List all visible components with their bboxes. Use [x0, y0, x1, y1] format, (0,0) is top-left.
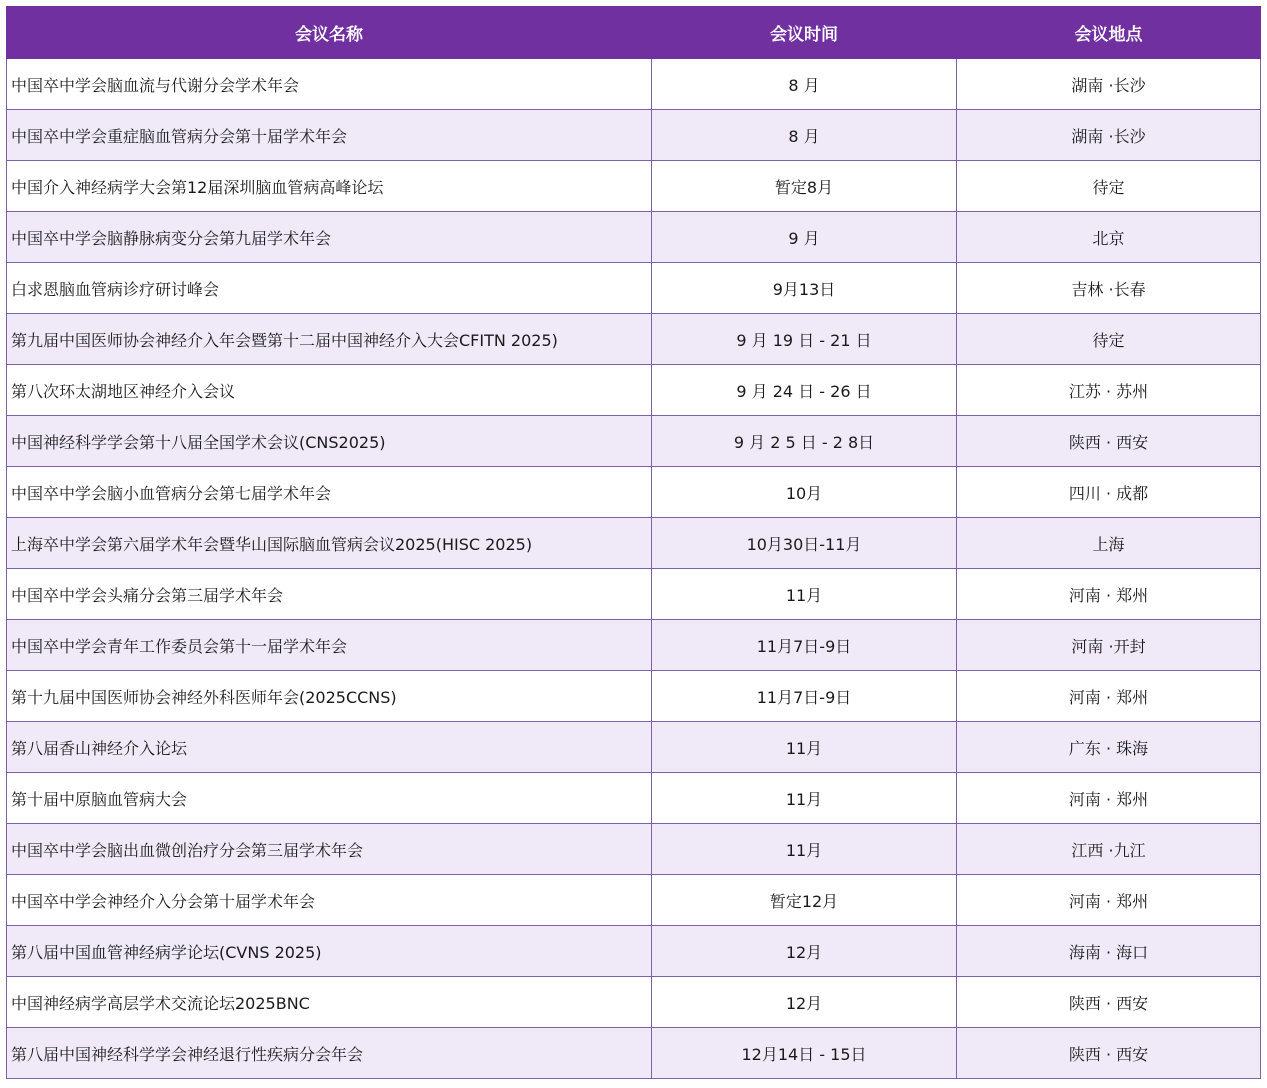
table-row: [7, 824, 1261, 875]
cell-conference-location: 江苏 · 苏州: [957, 365, 1261, 416]
cell-conference-time: 11月: [652, 569, 957, 620]
cell-conference-time: 9 月 19 日 - 21 日: [652, 314, 957, 365]
cell-conference-name: 白求恩脑血管病诊疗研讨峰会: [7, 263, 652, 314]
table-row: [7, 977, 1261, 1028]
table-row: [7, 365, 1261, 416]
cell-conference-name: 中国神经病学高层学术交流论坛2025BNC: [7, 977, 652, 1028]
cell-conference-time: 11月: [652, 773, 957, 824]
cell-conference-location: 江西 ·九江: [957, 824, 1261, 875]
cell-conference-name: 中国卒中学会脑静脉病变分会第九届学术年会: [7, 212, 652, 263]
table-row: [7, 263, 1261, 314]
cell-conference-time: 8 月: [652, 110, 957, 161]
cell-conference-name: 第八届中国血管神经病学论坛(CVNS 2025): [7, 926, 652, 977]
table-row: [7, 620, 1261, 671]
cell-conference-time: 10月30日-11月: [652, 518, 957, 569]
cell-conference-name: 中国卒中学会重症脑血管病分会第十届学术年会: [7, 110, 652, 161]
cell-conference-name: 第八届香山神经介入论坛: [7, 722, 652, 773]
cell-conference-name: 中国神经科学学会第十八届全国学术会议(CNS2025): [7, 416, 652, 467]
header-conference-name: 会议名称: [7, 7, 652, 59]
table-row: [7, 212, 1261, 263]
table-row: [7, 671, 1261, 722]
cell-conference-name: 中国介入神经病学大会第12届深圳脑血管病高峰论坛: [7, 161, 652, 212]
cell-conference-name: 中国卒中学会青年工作委员会第十一届学术年会: [7, 620, 652, 671]
cell-conference-name: 第十九届中国医师协会神经外科医师年会(2025CCNS): [7, 671, 652, 722]
table-row: [7, 518, 1261, 569]
cell-conference-time: 11月: [652, 722, 957, 773]
cell-conference-name: 中国卒中学会神经介入分会第十届学术年会: [7, 875, 652, 926]
cell-conference-location: 北京: [957, 212, 1261, 263]
cell-conference-name: 中国卒中学会头痛分会第三届学术年会: [7, 569, 652, 620]
conference-table: [6, 6, 1261, 1079]
cell-conference-time: 暂定12月: [652, 875, 957, 926]
table-row: [7, 59, 1261, 110]
table-row: [7, 467, 1261, 518]
table-row: [7, 1028, 1261, 1079]
cell-conference-name: 中国卒中学会脑小血管病分会第七届学术年会: [7, 467, 652, 518]
cell-conference-name: 第八届中国神经科学学会神经退行性疾病分会年会: [7, 1028, 652, 1079]
cell-conference-name: 上海卒中学会第六届学术年会暨华山国际脑血管病会议2025(HISC 2025): [7, 518, 652, 569]
cell-conference-location: 吉林 ·长春: [957, 263, 1261, 314]
cell-conference-time: 9 月 2 5 日 - 2 8日: [652, 416, 957, 467]
cell-conference-location: 湖南 ·长沙: [957, 110, 1261, 161]
cell-conference-location: 待定: [957, 314, 1261, 365]
cell-conference-time: 11月7日-9日: [652, 671, 957, 722]
cell-conference-time: 暂定8月: [652, 161, 957, 212]
table-row: [7, 569, 1261, 620]
cell-conference-location: 待定: [957, 161, 1261, 212]
table-row: [7, 926, 1261, 977]
cell-conference-name: 第十届中原脑血管病大会: [7, 773, 652, 824]
cell-conference-name: 中国卒中学会脑出血微创治疗分会第三届学术年会: [7, 824, 652, 875]
cell-conference-location: 陕西 · 西安: [957, 416, 1261, 467]
header-conference-time: 会议时间: [652, 7, 957, 59]
table-row: [7, 773, 1261, 824]
cell-conference-time: 11月7日-9日: [652, 620, 957, 671]
table-row: [7, 722, 1261, 773]
cell-conference-time: 11月: [652, 824, 957, 875]
table-row: [7, 875, 1261, 926]
cell-conference-location: 上海: [957, 518, 1261, 569]
cell-conference-time: 12月: [652, 926, 957, 977]
cell-conference-location: 河南 · 郑州: [957, 671, 1261, 722]
table-header: [7, 7, 1261, 59]
cell-conference-location: 陕西 · 西安: [957, 977, 1261, 1028]
cell-conference-time: 9月13日: [652, 263, 957, 314]
cell-conference-location: 河南 · 郑州: [957, 773, 1261, 824]
cell-conference-location: 陕西 · 西安: [957, 1028, 1261, 1079]
table-row: [7, 314, 1261, 365]
cell-conference-location: 湖南 ·长沙: [957, 59, 1261, 110]
cell-conference-location: 四川 · 成都: [957, 467, 1261, 518]
table-row: [7, 416, 1261, 467]
cell-conference-time: 10月: [652, 467, 957, 518]
cell-conference-location: 河南 · 郑州: [957, 875, 1261, 926]
cell-conference-location: 广东 · 珠海: [957, 722, 1261, 773]
table-row: [7, 161, 1261, 212]
table-row: [7, 110, 1261, 161]
cell-conference-time: 12月14日 - 15日: [652, 1028, 957, 1079]
header-conference-location: 会议地点: [957, 7, 1261, 59]
table-body: [7, 59, 1261, 1079]
cell-conference-name: 第八次环太湖地区神经介入会议: [7, 365, 652, 416]
cell-conference-time: 12月: [652, 977, 957, 1028]
cell-conference-time: 9 月: [652, 212, 957, 263]
cell-conference-name: 中国卒中学会脑血流与代谢分会学术年会: [7, 59, 652, 110]
cell-conference-time: 9 月 24 日 - 26 日: [652, 365, 957, 416]
cell-conference-location: 河南 · 郑州: [957, 569, 1261, 620]
conference-table-container: [6, 6, 1260, 1079]
cell-conference-name: 第九届中国医师协会神经介入年会暨第十二届中国神经介入大会CFITN 2025): [7, 314, 652, 365]
header-row: [7, 7, 1261, 59]
cell-conference-time: 8 月: [652, 59, 957, 110]
cell-conference-location: 海南 · 海口: [957, 926, 1261, 977]
cell-conference-location: 河南 ·开封: [957, 620, 1261, 671]
